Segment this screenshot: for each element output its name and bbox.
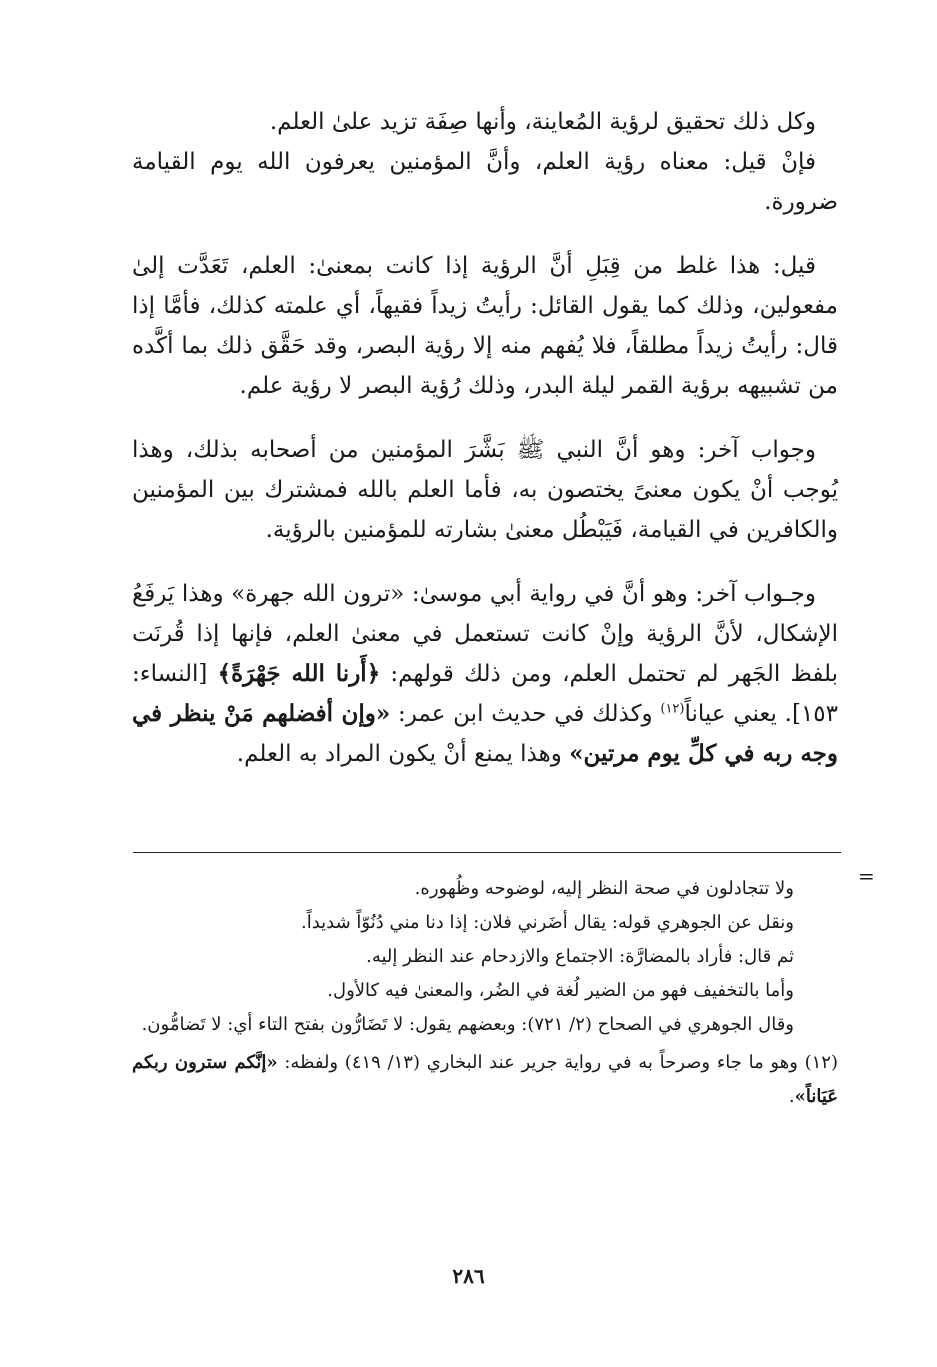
footnote-12-text: وهو ما جاء وصرحاً به في رواية جرير عند البخاري (١٣/ ٤١٩) ولفظه: bbox=[277, 1052, 805, 1073]
footnote-line-3: ثم قال: فأراد بالمضارَّة: الاجتماع والازدحام عند النظر إليه. bbox=[366, 946, 794, 967]
paragraph-5-part-1: وجـواب آخر: وهو أنَّ في رواية أبي موسىٰ: «ترون الله جهرة» وهذا يَرفَعُ الإشكال، لأنَّ الرؤية وإنْ كانت تستعمل في معنىٰ العلم، فإنها إذا قُرنَت بلفظ الجَهر لم تحتمل العلم، ومن ذلك قولهم: bbox=[132, 581, 838, 687]
footnotes bbox=[132, 872, 838, 1114]
paragraph-5-part-3: وكذلك في حديث ابن عمر: bbox=[390, 701, 661, 727]
footnote-ref-12: (١٢) bbox=[660, 701, 685, 717]
paragraph-5-part-4: وهذا يمنع أنْ يكون المراد به العلم. bbox=[236, 741, 570, 767]
paragraph-2: فإنْ قيل: معناه رؤية العلم، وأنَّ المؤمنين يعرفون الله يوم القيامة ضرورة. bbox=[132, 149, 838, 215]
footnote-12-number: (١٢) bbox=[804, 1052, 838, 1073]
paragraph-4: وجواب آخر: وهو أنَّ النبي ﷺ بَشَّرَ المؤمنين من أصحابه بذلك، وهذا يُوجب أنْ يكون معنىً يختصون به، فأما العلم بالله فمشترك بين المؤمنين والكافرين في القيامة، فَيَبْطُل معنىٰ بشارته للمؤمنين بالرؤية. bbox=[132, 437, 838, 543]
footnote-line-5: وقال الجوهري في الصحاح (٢/ ٧٢١): وبعضهم يقول: لا تَضَارُّون بفتح التاء أي: لا تَضامُّون. bbox=[141, 1014, 794, 1035]
footnote-line-4: وأما بالتخفيف فهو من الضير لُغة في الضُر، والمعنىٰ فيه كالأول. bbox=[327, 980, 794, 1001]
footnote-12 bbox=[132, 1046, 838, 1114]
footnote-12-end: . bbox=[788, 1086, 795, 1107]
quran-quote: ﴿أَرنا الله جَهْرَةً﴾ bbox=[217, 660, 381, 687]
paragraph-3: قيل: هذا غلط من قِبَلِ أنَّ الرؤية إذا كانت بمعنىٰ: العلم، تَعَدَّت إلىٰ مفعولين، وذلك كما يقول القائل: رأيتُ زيداً فقيهاً، أي علمته كذلك، فأمَّا إذا قال: رأيتُ زيداً مطلقاً، فلا يُفهم منه إلا رؤية البصر، وقد حَقَّق ذلك بما أكَّده من تشبيهه برؤية القمر ليلة البدر، وذلك رُؤية البصر لا رؤية علم. bbox=[132, 253, 838, 399]
paragraph-5-part-2: [النساء: ١٥٣]. يعني عياناً bbox=[132, 661, 838, 727]
paragraph-5 bbox=[132, 574, 838, 774]
footnote-continuation-mark: = bbox=[858, 864, 875, 888]
page-number: ٢٨٦ bbox=[452, 1264, 485, 1288]
footnote-divider bbox=[133, 852, 841, 853]
hadith-quote: «وإن أفضلهم مَنْ ينظر في وجه ربه في كلِّ يوم مرتين» bbox=[132, 700, 838, 767]
footnote-line-2: ونقل عن الجوهري قوله: يقال أضَرني فلان: إذا دنا مني دُنُوّاً شديداً. bbox=[300, 912, 794, 933]
footnote-12-quote: «إنَّكم سترون ربكم عَيَاناً» bbox=[132, 1052, 838, 1107]
main-text bbox=[132, 102, 838, 774]
paragraph-1: وكل ذلك تحقيق لرؤية المُعاينة، وأنها صِفَة تزيد علىٰ العلم. bbox=[269, 109, 816, 135]
footnote-line-1: ولا تتجادلون في صحة النظر إليه، لوضوحه وظُهوره. bbox=[414, 878, 794, 899]
